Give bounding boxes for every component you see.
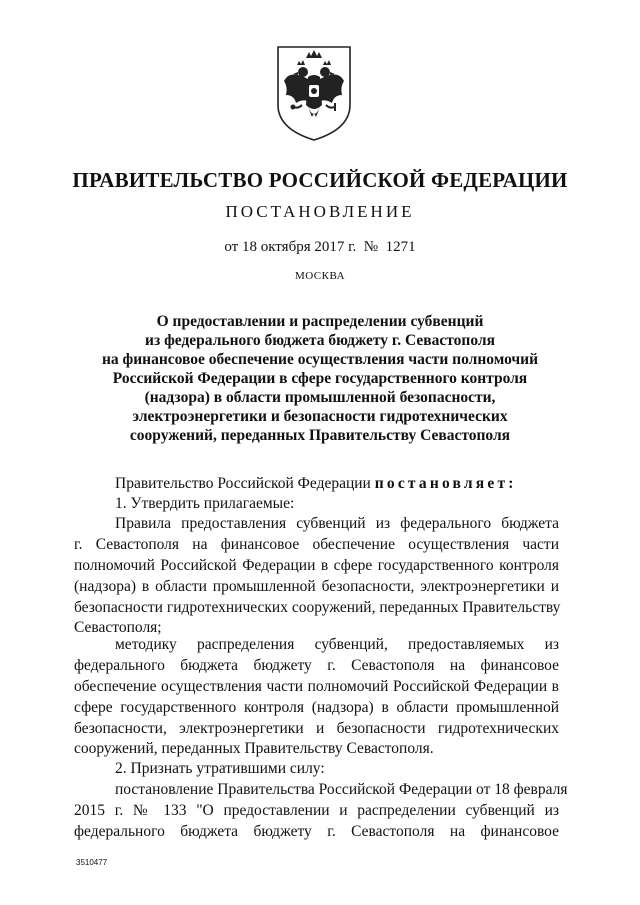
item-2: 2. Признать утратившими силу: bbox=[115, 760, 325, 777]
method-line: сооружений, переданных Правительству Севастополя. bbox=[74, 740, 434, 757]
heading-line: электроэнергетики и безопасности гидротехнических bbox=[132, 408, 508, 425]
heading-line: из федерального бюджета бюджету г. Севастополя bbox=[145, 332, 495, 349]
heading-line: Российской Федерации в сфере государственного контроля bbox=[112, 370, 528, 387]
repeal-line: 2015 г. № 133 "О предоставлении и распределении субвенций из bbox=[74, 802, 559, 819]
method-line: безопасности, электроэнергетики и безопасности гидротехнических bbox=[74, 720, 559, 737]
heading-line: (надзора) в области промышленной безопасности, bbox=[144, 389, 496, 406]
rules-line: полномочий Российской Федерации в сфере государственного контроля bbox=[74, 557, 559, 574]
rules-line: безопасности гидротехнических сооружений, переданных Правительству bbox=[74, 599, 561, 616]
intro-text: Правительство Российской Федерации bbox=[115, 475, 371, 492]
rules-line: (надзора) в области промышленной безопасности, электроэнергетики и bbox=[74, 578, 559, 595]
method-line: методику распределения субвенций, предоставляемых из bbox=[115, 636, 559, 653]
government-title: ПРАВИТЕЛЬСТВО РОССИЙСКОЙ ФЕДЕРАЦИИ bbox=[72, 168, 568, 192]
method-line: обеспечение осуществления части полномочий Российской Федерации в bbox=[74, 678, 559, 695]
heading-line: О предоставлении и распределении субвенций bbox=[156, 313, 484, 330]
rules-line: Севастополя; bbox=[74, 619, 162, 636]
heading-line: сооружений, переданных Правительству Севастополя bbox=[129, 427, 511, 444]
heading-line: на финансовое обеспечение осуществления части полномочий bbox=[101, 351, 539, 368]
repeal-line: постановление Правительства Российской Федерации от 18 февраля bbox=[115, 781, 568, 798]
item-1: 1. Утвердить прилагаемые: bbox=[115, 495, 295, 512]
document-date-number: от 18 октября 2017 г. № 1271 bbox=[224, 239, 416, 255]
method-line: сфере государственного контроля (надзора) в области промышленной bbox=[74, 699, 559, 716]
method-line: федерального бюджета бюджету г. Севастополя на финансовое bbox=[74, 657, 559, 674]
document-code: 3510477 bbox=[76, 858, 108, 867]
document-city: МОСКВА bbox=[294, 270, 346, 282]
intro-emphasis: постановляет: bbox=[374, 475, 517, 492]
repeal-line: федерального бюджета бюджету г. Севастополя на финансовое bbox=[74, 823, 559, 840]
intro-paragraph bbox=[115, 474, 517, 493]
rules-line: Правила предоставления субвенций из федерального бюджета bbox=[115, 515, 559, 532]
coat-of-arms-emblem bbox=[270, 43, 358, 143]
rules-line: г. Севастополя на финансовое обеспечение осуществления части bbox=[74, 536, 559, 553]
document-type: ПОСТАНОВЛЕНИЕ bbox=[225, 202, 415, 221]
document-heading bbox=[0, 312, 640, 445]
